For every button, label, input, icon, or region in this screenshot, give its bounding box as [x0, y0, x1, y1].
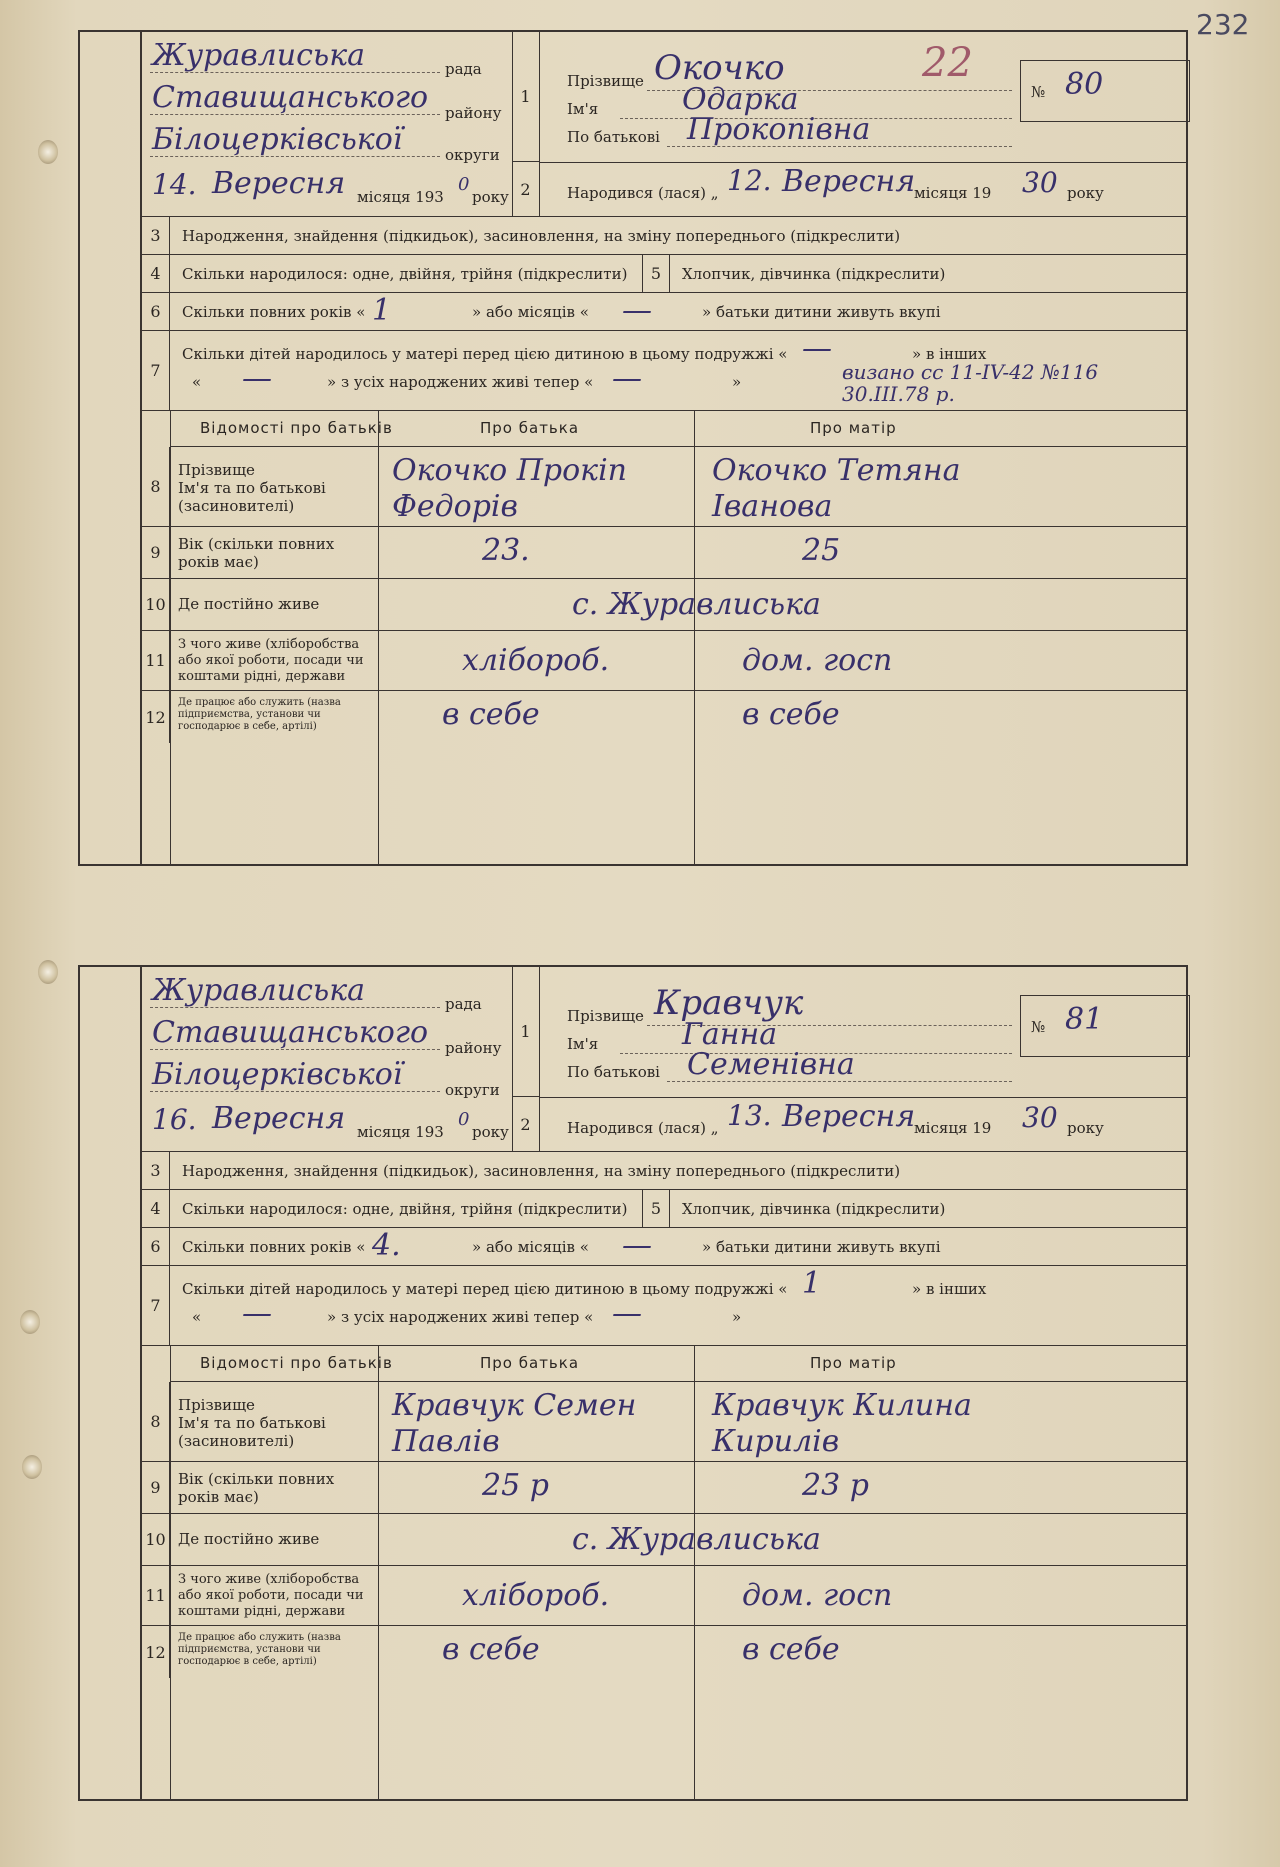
label-surname: Прізвище [567, 1007, 644, 1025]
label-r8: Прізвище Ім'я та по батькові (засиновителі) [178, 461, 326, 515]
label-r9: Вік (скільки повних років має) [178, 535, 335, 571]
children-alive: — [612, 361, 642, 396]
label-born-month: місяця 19 [914, 184, 992, 202]
form-title-vertical [80, 967, 142, 1799]
mother-occupation: дом. госп [742, 643, 893, 678]
row-number: 2 [512, 162, 540, 217]
row-number: 4 [142, 1190, 170, 1227]
binding-hole [38, 140, 58, 164]
label-roku: року [472, 188, 509, 206]
header-block [142, 967, 1186, 1152]
row-previous-children [142, 1266, 1186, 1346]
parents-table [142, 1346, 1186, 1799]
row-parent-names [142, 447, 1186, 527]
label-okruhy: округи [445, 1081, 500, 1099]
binding-hole [22, 1455, 42, 1479]
label-roku: року [472, 1123, 509, 1141]
label-row4: Скільки народилося: одне, двійня, трійня (підкреслити) [182, 1200, 628, 1218]
row-parent-age [142, 1462, 1186, 1514]
label-row7d: » з усіх народжених живі тепер « [327, 373, 594, 391]
label-parents-info: Відомості про батьків [200, 419, 393, 437]
row-number: 11 [142, 631, 170, 690]
father-work: в себе [442, 1632, 540, 1667]
birth-day: 12. [727, 164, 772, 197]
row-event-type [142, 1152, 1186, 1190]
council-value: Журавлиська [152, 38, 366, 73]
row-number: 10 [142, 1514, 170, 1565]
birth-month: Вересня [782, 164, 916, 199]
label-rayonu: району [445, 1039, 502, 1057]
residence: с. Журавлиська [572, 1522, 821, 1557]
row-number: 3 [142, 217, 170, 254]
father-age: 25 р [482, 1468, 549, 1503]
residence: с. Журавлиська [572, 587, 821, 622]
label-row6a: Скільки повних років « [182, 1238, 366, 1256]
label-number-prefix: № [1031, 1018, 1046, 1036]
label-row3: Народження, знайдення (підкидьок), засиновлення, на зміну попереднього (підкреслити) [182, 227, 901, 245]
row-number: 12 [142, 691, 170, 743]
label-name: Ім'я [567, 100, 599, 118]
birth-year: 30 [1022, 1101, 1058, 1134]
district-value: Ставищанського [152, 80, 429, 115]
birth-year: 30 [1022, 166, 1058, 199]
label-row6b: » або місяців « [472, 303, 589, 321]
label-name: Ім'я [567, 1035, 599, 1053]
label-okruhy: округи [445, 146, 500, 164]
label-row7b: » в інших [912, 1280, 987, 1298]
child-surname: Кравчук [654, 983, 804, 1023]
row-number: 9 [142, 527, 170, 578]
registration-day: 14. [152, 168, 197, 201]
row-number: 10 [142, 579, 170, 630]
mother-age: 25 [802, 533, 841, 568]
label-r10: Де постійно живе [178, 595, 320, 613]
mother-age: 23 р [802, 1468, 869, 1503]
row-residence [142, 579, 1186, 631]
row-workplace [142, 691, 1186, 743]
label-row7a: Скільки дітей народилось у матері перед цією дитиною в цьому подружжі « [182, 345, 788, 363]
father-name: Окочко Прокіп Федорів [392, 453, 628, 524]
label-row7c: « [192, 373, 202, 391]
council-value: Журавлиська [152, 973, 366, 1008]
form-title-vertical [80, 32, 142, 864]
label-row7e: » [732, 373, 742, 391]
label-reg-year: 0 [458, 1109, 470, 1130]
children-before: — [802, 331, 832, 366]
label-born: Народився (лася) „ [567, 184, 719, 202]
row-number: 9 [142, 1462, 170, 1513]
years-together: 4. [372, 1228, 401, 1263]
label-row6c: » батьки дитини живуть вкупі [702, 303, 941, 321]
binding-hole [20, 1310, 40, 1334]
label-patronymic: По батькові [567, 1063, 660, 1081]
label-r12: Де працює або служить (назва підприємства, установи чи господарює в себе, артілі) [178, 1632, 341, 1667]
label-about-father: Про батька [480, 1354, 580, 1372]
label-r11: З чого живе (хліборобства або якої роботи, посади чи коштами рідні, держави [178, 1572, 364, 1619]
binding-hole [38, 960, 58, 984]
child-name: Ганна [682, 1017, 778, 1052]
row-marriage-duration [142, 1228, 1186, 1266]
row-number: 6 [142, 293, 170, 330]
margin-note: визано сс 11-IV-42 №116 30.III.78 р. [842, 360, 1099, 406]
birth-record [78, 965, 1188, 1801]
label-row5: Хлопчик, дівчинка (підкреслити) [682, 265, 946, 283]
row-number: 5 [642, 255, 670, 292]
label-r11: З чого живе (хліборобства або якої роботи, посади чи коштами рідні, держави [178, 637, 364, 684]
label-row7a: Скільки дітей народилось у матері перед цією дитиною в цьому подружжі « [182, 1280, 788, 1298]
row-number: 8 [142, 447, 170, 526]
archive-mark: 22 [922, 40, 973, 86]
registration-day: 16. [152, 1103, 197, 1136]
label-row7c: « [192, 1308, 202, 1326]
birth-month: Вересня [782, 1099, 916, 1134]
row-residence [142, 1514, 1186, 1566]
label-born: Народився (лася) „ [567, 1119, 719, 1137]
row-number: 7 [142, 331, 170, 410]
label-misyatsya-date: місяця 193 [357, 1123, 444, 1141]
row-parent-names [142, 1382, 1186, 1462]
record-number: 80 [1065, 67, 1104, 102]
label-rada: рада [445, 60, 482, 78]
child-name: Одарка [682, 82, 799, 117]
record-number: 81 [1065, 1002, 1104, 1037]
label-row4: Скільки народилося: одне, двійня, трійня (підкреслити) [182, 265, 628, 283]
mother-name: Кравчук Килина Кирилів [712, 1388, 972, 1459]
label-row3: Народження, знайдення (підкидьок), засиновлення, на зміну попереднього (підкреслити) [182, 1162, 901, 1180]
row-occupation [142, 1566, 1186, 1626]
birth-record [78, 30, 1188, 866]
row-birth-count [142, 1190, 1186, 1228]
row-marriage-duration [142, 293, 1186, 331]
label-born-month: місяця 19 [914, 1119, 992, 1137]
parents-table [142, 411, 1186, 864]
label-row6b: » або місяців « [472, 1238, 589, 1256]
label-r10: Де постійно живе [178, 1530, 320, 1548]
label-row7d: » з усіх народжених живі тепер « [327, 1308, 594, 1326]
label-rayonu: району [445, 104, 502, 122]
child-patronymic: Прокопівна [687, 112, 871, 147]
label-roku: року [1067, 1119, 1104, 1137]
father-work: в себе [442, 697, 540, 732]
label-row6a: Скільки повних років « [182, 303, 366, 321]
label-roku: року [1067, 184, 1104, 202]
label-misyatsya-date: місяця 193 [357, 188, 444, 206]
label-row7b: » в інших [912, 345, 987, 363]
label-about-mother: Про матір [810, 419, 897, 437]
row-number: 5 [642, 1190, 670, 1227]
label-r12: Де працює або служить (назва підприємства, установи чи господарює в себе, артілі) [178, 697, 341, 732]
father-name: Кравчук Семен Павлів [392, 1388, 637, 1459]
row-parent-age [142, 527, 1186, 579]
row-number: 4 [142, 255, 170, 292]
months-together: — [622, 293, 652, 328]
label-row7e: » [732, 1308, 742, 1326]
child-surname: Окочко [654, 48, 785, 88]
row-number: 3 [142, 1152, 170, 1189]
label-number-prefix: № [1031, 83, 1046, 101]
birth-day: 13. [727, 1099, 772, 1132]
father-occupation: хлібороб. [462, 1578, 610, 1613]
row-occupation [142, 631, 1186, 691]
father-age: 23. [482, 533, 530, 568]
record-number-box [1020, 995, 1190, 1057]
row-number: 12 [142, 1626, 170, 1678]
label-row6c: » батьки дитини живуть вкупі [702, 1238, 941, 1256]
row-number: 11 [142, 1566, 170, 1625]
mother-name: Окочко Тетяна Іванова [712, 453, 961, 524]
label-rada: рада [445, 995, 482, 1013]
row-number: 1 [512, 967, 540, 1097]
registration-month: Вересня [212, 1101, 346, 1136]
row-number: 8 [142, 1382, 170, 1461]
children-other: — [242, 361, 272, 396]
children-other: — [242, 1296, 272, 1331]
years-together: 1 [372, 293, 392, 328]
row-number: 6 [142, 1228, 170, 1265]
row-number: 2 [512, 1097, 540, 1152]
mother-occupation: дом. госп [742, 1578, 893, 1613]
row-previous-children [142, 331, 1186, 411]
father-occupation: хлібороб. [462, 643, 610, 678]
label-r8: Прізвище Ім'я та по батькові (засиновителі) [178, 1396, 326, 1450]
label-about-father: Про батька [480, 419, 580, 437]
child-patronymic: Семенівна [687, 1047, 855, 1082]
label-parents-info: Відомості про батьків [200, 1354, 393, 1372]
row-number: 7 [142, 1266, 170, 1345]
children-before: 1 [802, 1266, 822, 1301]
label-r9: Вік (скільки повних років має) [178, 1470, 335, 1506]
mother-work: в себе [742, 697, 840, 732]
page-number: 232 [1196, 8, 1250, 41]
label-surname: Прізвище [567, 72, 644, 90]
months-together: — [622, 1228, 652, 1263]
mother-work: в себе [742, 1632, 840, 1667]
district-value: Ставищанського [152, 1015, 429, 1050]
row-event-type [142, 217, 1186, 255]
header-block [142, 32, 1186, 217]
row-birth-count [142, 255, 1186, 293]
label-row5: Хлопчик, дівчинка (підкреслити) [682, 1200, 946, 1218]
record-number-box [1020, 60, 1190, 122]
registration-month: Вересня [212, 166, 346, 201]
label-about-mother: Про матір [810, 1354, 897, 1372]
row-number: 1 [512, 32, 540, 162]
okruha-value: Білоцерківської [152, 1057, 403, 1092]
children-alive: — [612, 1296, 642, 1331]
label-reg-year: 0 [458, 174, 470, 195]
okruha-value: Білоцерківської [152, 122, 403, 157]
row-workplace [142, 1626, 1186, 1678]
label-patronymic: По батькові [567, 128, 660, 146]
